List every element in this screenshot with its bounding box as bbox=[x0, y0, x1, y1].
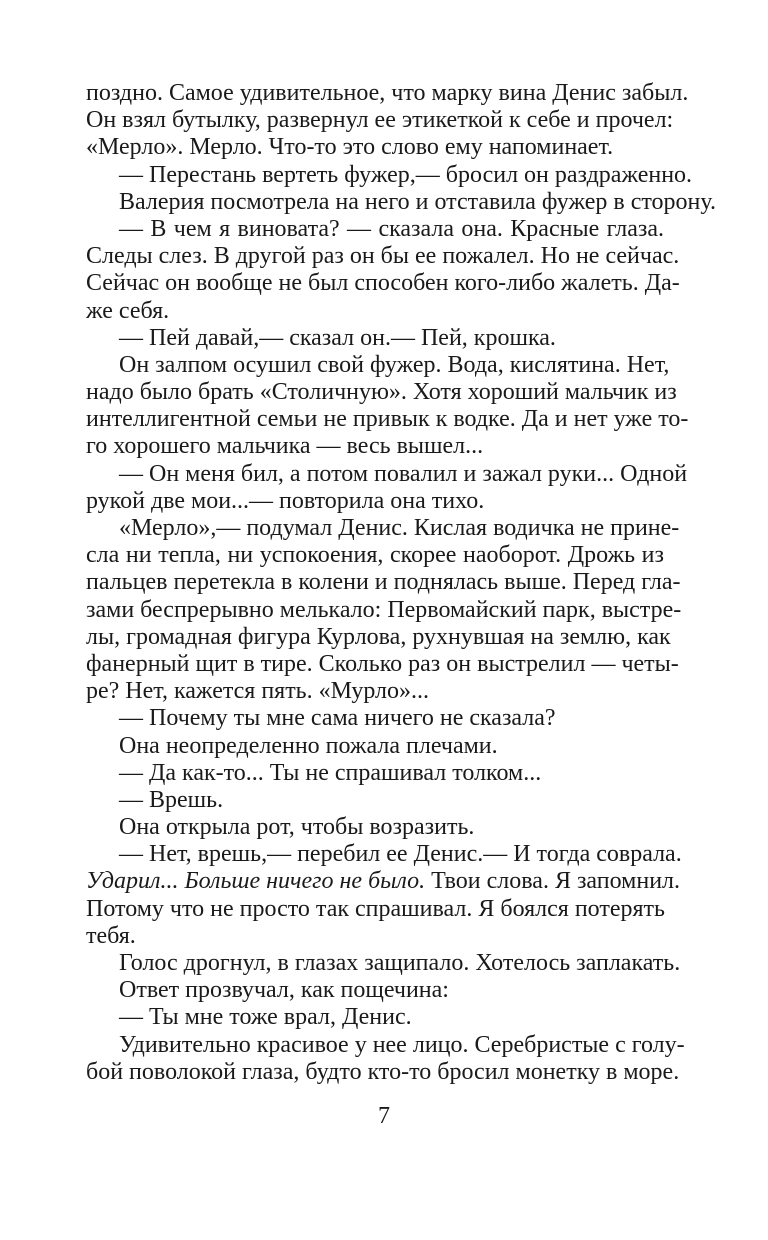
text-line: — В чем я виновата? — сказала она. Красные глаза. bbox=[119, 215, 664, 242]
text-line: Она открыла рот, чтобы возразить. bbox=[119, 814, 475, 841]
text-line: — Пей давай,— сказал он.— Пей, крошка. bbox=[119, 324, 556, 351]
text-line: интеллигентной семьи не привык к водке. Да и нет уже то- bbox=[86, 406, 689, 433]
text-line: рукой две мои...— повторила она тихо. bbox=[86, 487, 485, 514]
text-line: Следы слез. В другой раз он бы ее пожалел. Но не сейчас. bbox=[86, 243, 680, 270]
text-line: го хорошего мальчика — весь вышел... bbox=[86, 433, 484, 460]
text-line: «Мерло». Мерло. Что-то это слово ему напоминает. bbox=[86, 134, 614, 161]
text-line: — Врешь. bbox=[119, 786, 224, 813]
text-line: Ответ прозвучал, как пощечина: bbox=[119, 977, 449, 1004]
text-line: же себя. bbox=[86, 297, 170, 324]
text-line: фанерный щит в тире. Сколько раз он выстрелил — четы- bbox=[86, 650, 679, 677]
text-line: Сейчас он вообще не был способен кого-либо жалеть. Да- bbox=[86, 270, 680, 297]
text-line: — Нет, врешь,— перебил ее Денис.— И тогда соврала. bbox=[119, 841, 682, 868]
text-line: «Мерло»,— подумал Денис. Кислая водичка не прине- bbox=[119, 515, 680, 541]
text-segment: Твои слова. Я запомнил. bbox=[425, 868, 681, 895]
page-number: 7 bbox=[378, 1103, 390, 1129]
text-line: Голос дрогнул, в глазах защипало. Хотелось заплакать. bbox=[119, 950, 681, 976]
text-line: — Почему ты мне сама ничего не сказала? bbox=[119, 705, 556, 732]
text-line: — Да как-то... Ты не спрашивал толком... bbox=[119, 759, 542, 786]
text-line: бой поволокой глаза, будто кто-то бросил монетку в море. bbox=[86, 1058, 680, 1085]
text-line: Он взял бутылку, развернул ее этикеткой к себе и прочел: bbox=[86, 107, 674, 134]
text-line: сла ни тепла, ни успокоения, скорее наоборот. Дрожь из bbox=[86, 542, 664, 569]
text-line: Валерия посмотрела на него и отставила фужер в сторону. bbox=[119, 188, 716, 215]
text-line: лы, громадная фигура Курлова, рухнувшая на землю, как bbox=[86, 623, 671, 650]
text-line: — Ты мне тоже врал, Денис. bbox=[119, 1004, 412, 1031]
text-line: Удивительно красивое у нее лицо. Серебристые с голу- bbox=[119, 1031, 685, 1058]
text-line: Он залпом осушил свой фужер. Вода, кислятина. Нет, bbox=[119, 351, 670, 378]
text-line: — Он меня бил, а потом повалил и зажал руки... Одной bbox=[119, 460, 688, 487]
italic-quote: Ударил... Больше ничего не было. bbox=[86, 868, 426, 895]
text-line: Потому что не просто так спрашивал. Я боялся потерять bbox=[86, 895, 665, 922]
page-text-block bbox=[86, 80, 716, 1086]
text-line: надо было брать «Столичную». Хотя хороший мальчик из bbox=[86, 379, 677, 406]
text-line: зами беспрерывно мелькало: Первомайский парк, выстре- bbox=[86, 596, 682, 623]
text-line: пальцев перетекла в колени и поднялась выше. Перед гла- bbox=[86, 569, 681, 596]
text-line: Она неопределенно пожала плечами. bbox=[119, 732, 498, 759]
text-line bbox=[86, 868, 681, 895]
text-line: тебя. bbox=[86, 922, 136, 949]
text-line: поздно. Самое удивительное, что марку вина Денис забыл. bbox=[86, 80, 689, 106]
text-line: ре? Нет, кажется пять. «Мурло»... bbox=[86, 678, 430, 705]
text-line: — Перестань вертеть фужер,— бросил он раздраженно. bbox=[119, 161, 693, 188]
